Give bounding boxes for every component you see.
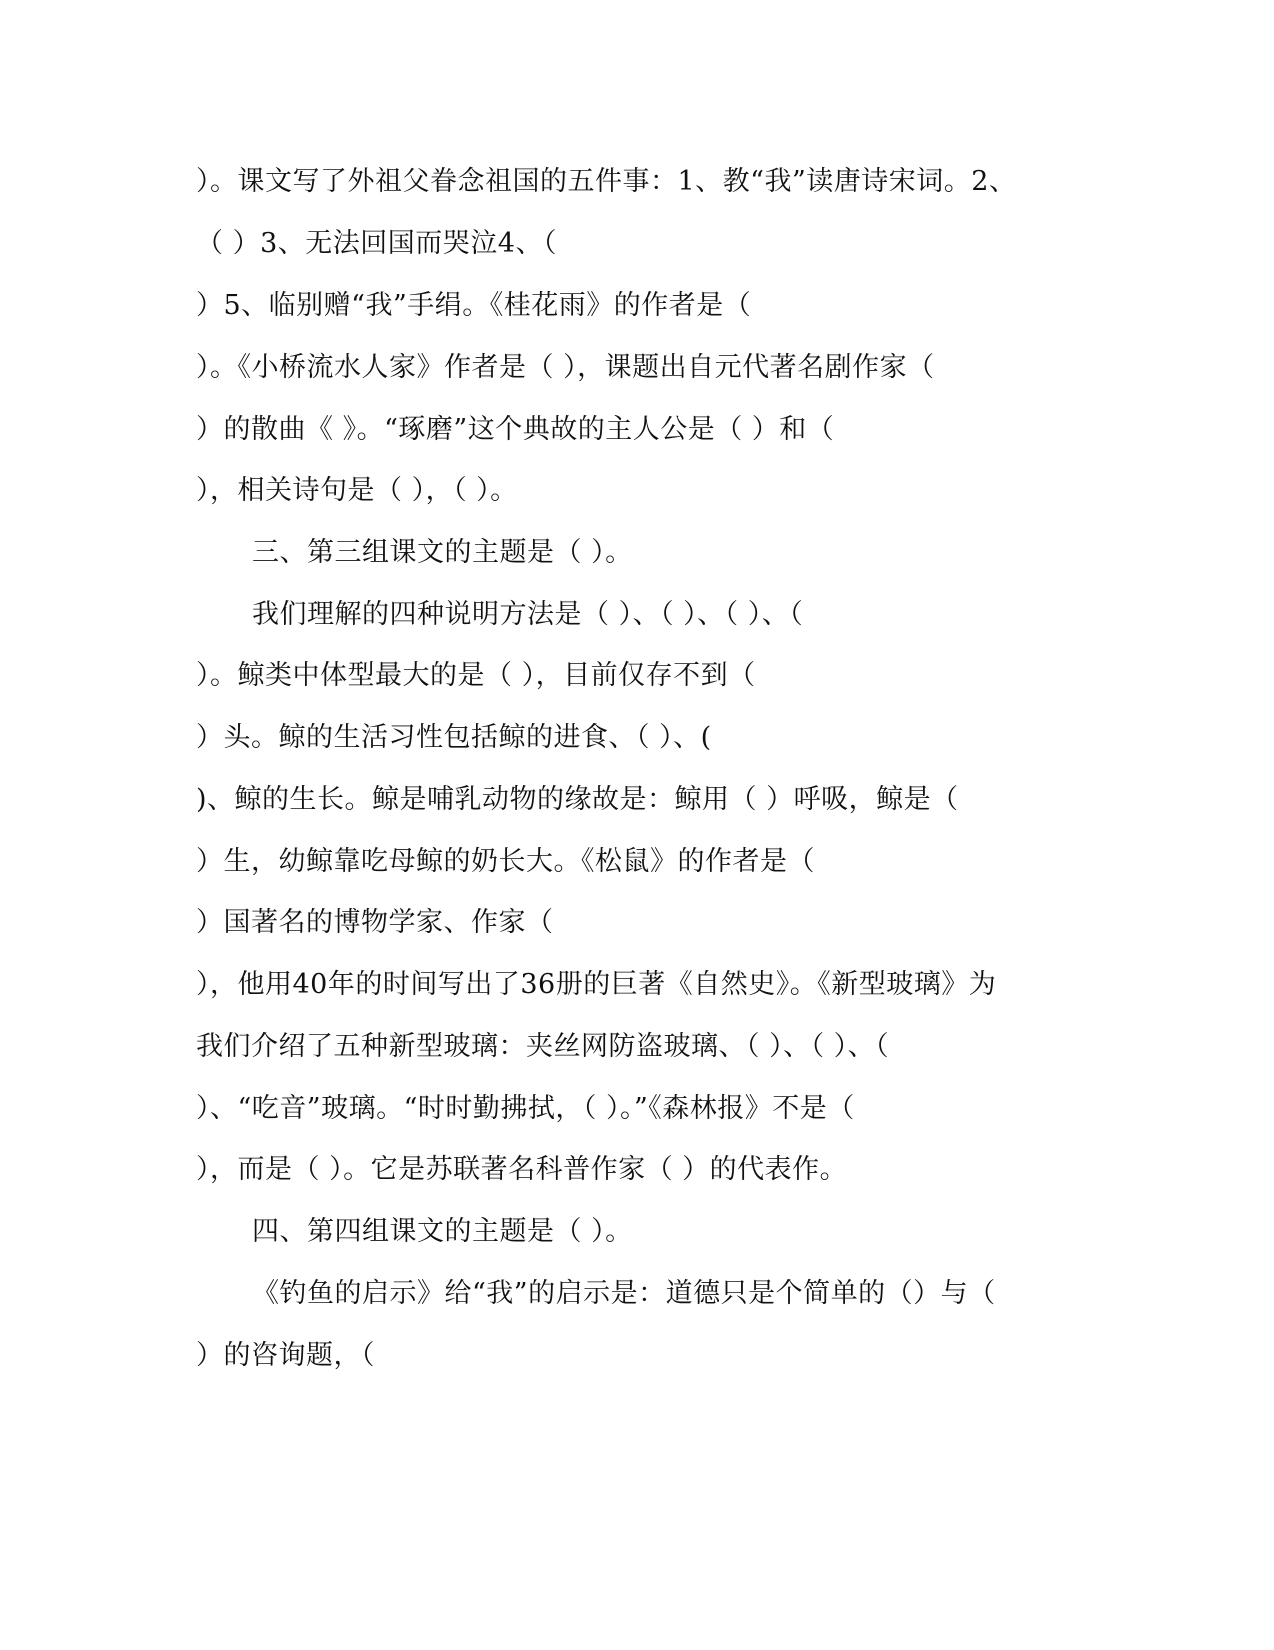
text-line: 我们理解的四种说明方法是（ ）、（ ）、（ ）、（: [252, 599, 804, 630]
text-line: ）。《小桥流水人家》作者是（ ），课题出自元代著名剧作家（: [196, 352, 935, 383]
text-line: ），相关诗句是（ ），（ ）。: [196, 475, 518, 506]
text-line: ）。鲸类中体型最大的是（ ），目前仅存不到（: [196, 660, 756, 691]
section-heading-4: 四、第四组课文的主题是（ ）。: [252, 1216, 633, 1247]
text-line: ），而是（ ）。它是苏联著名科普作家（ ）的代表作。: [196, 1154, 848, 1185]
text-line: ）、“吃音”玻璃。“时时勤拂拭，（ ）。”《森林报》不是（: [196, 1093, 855, 1124]
text-line: 《钓鱼的启示》给“我”的启示是：道德只是个简单的（）与（: [252, 1278, 996, 1309]
text-line: ）5、临别赠“我”手绢。《桂花雨》的作者是（: [196, 290, 752, 321]
text-line: ）的咨询题，（: [196, 1340, 375, 1371]
text-line: )、鲸的生长。鲸是哺乳动物的缘故是：鲸用（ ）呼吸，鲸是（: [196, 784, 959, 815]
text-line: ），他用40年的时间写出了36册的巨著《自然史》。《新型玻璃》为: [196, 969, 997, 1000]
text-line: 我们介绍了五种新型玻璃：夹丝网防盗玻璃、（ ）、（ ）、（: [196, 1031, 890, 1062]
section-heading-3: 三、第三组课文的主题是（ ）。: [252, 537, 633, 568]
text-line: ）国著名的博物学家、作家（: [196, 907, 554, 938]
text-line: （ ）3、无法回国而哭泣4、（: [196, 228, 557, 259]
text-line: ）头。鲸的生活习性包括鲸的进食、（ ）、(: [196, 722, 712, 753]
text-line: ）。课文写了外祖父眷念祖国的五件事：1、教“我”读唐诗宋词。2、: [196, 166, 1017, 197]
text-line: ）的散曲《 》。“琢磨”这个典故的主人公是（ ）和（: [196, 414, 835, 445]
text-line: ）生，幼鲸靠吃母鲸的奶长大。《松鼠》的作者是（: [196, 846, 815, 877]
